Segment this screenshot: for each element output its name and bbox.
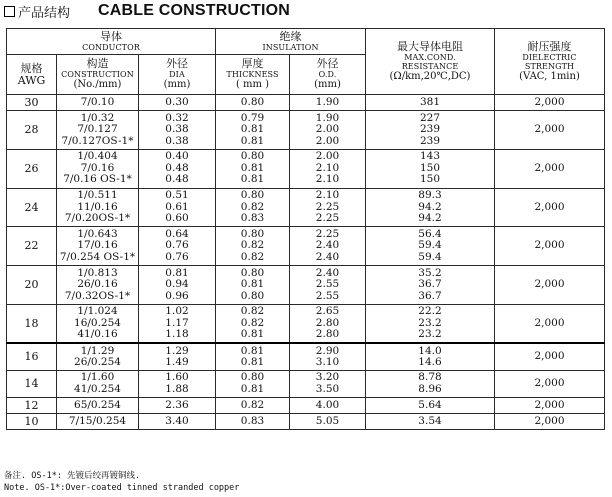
- thickness-cell: [216, 227, 290, 266]
- resistance-value: 14.6: [418, 356, 442, 369]
- thickness-value: 0.81: [240, 356, 265, 369]
- thickness-value: 0.80: [240, 227, 265, 240]
- thickness-cell: [216, 304, 290, 343]
- od-cell: [290, 343, 366, 370]
- resistance-value: 89.3: [418, 189, 442, 202]
- insulation-header: 绝缘 INSULATION: [216, 29, 366, 55]
- dia-value: 1.02: [165, 305, 189, 318]
- table-row: [7, 398, 605, 414]
- resistance-value: 94.2: [418, 200, 442, 213]
- construction-value: 41/0.16: [77, 328, 118, 341]
- dia-value: 3.40: [165, 414, 189, 427]
- dia-cell: [139, 95, 216, 111]
- thickness-value: 0.82: [240, 305, 265, 318]
- resistance-value: 381: [419, 95, 441, 108]
- table-row: [7, 370, 605, 397]
- thickness-value: 0.80: [240, 371, 265, 384]
- construction-value: 7/15/0.254: [68, 414, 127, 427]
- resistance-value: 14.0: [418, 344, 442, 357]
- thickness-value: 0.81: [240, 134, 265, 147]
- od-cell: [290, 398, 366, 414]
- od-value: 2.00: [315, 150, 340, 163]
- resistance-value: 239: [419, 123, 441, 136]
- od-cell: [290, 111, 366, 150]
- construction-cell: [57, 370, 139, 397]
- strength-cell: 2,000: [495, 149, 605, 188]
- awg-cell: 12: [7, 398, 57, 414]
- thickness-value: 0.81: [240, 383, 265, 396]
- strength-cell: 2,000: [495, 304, 605, 343]
- resistance-value: 36.7: [418, 278, 442, 291]
- dia-cell: [139, 343, 216, 370]
- dia-cell: [139, 111, 216, 150]
- od-value: 2.00: [315, 123, 340, 136]
- table-row: [7, 414, 605, 430]
- od-cell: [290, 227, 366, 266]
- dia-value: 0.96: [165, 289, 189, 302]
- dia-value: 2.36: [165, 398, 189, 411]
- awg-cell: 22: [7, 227, 57, 266]
- thickness-value: 0.83: [240, 414, 265, 427]
- od-value: 3.50: [315, 383, 340, 396]
- construction-cell: [57, 95, 139, 111]
- conductor-header: 导体 CONDUCTOR: [7, 29, 216, 55]
- resistance-value: 143: [419, 150, 441, 163]
- thickness-cell: [216, 370, 290, 397]
- thickness-value: 0.81: [240, 278, 265, 291]
- construction-value: 7/0.254 OS-1*: [59, 251, 136, 264]
- resistance-value: 35.2: [418, 266, 442, 279]
- od-value: 3.20: [315, 371, 340, 384]
- od-value: 2.40: [315, 251, 340, 264]
- awg-cell: 14: [7, 370, 57, 397]
- thickness-value: 0.79: [240, 111, 265, 124]
- od-value: 2.90: [315, 344, 340, 357]
- construction-cell: [57, 266, 139, 305]
- construction-value: 1/1.024: [77, 305, 118, 318]
- resistance-value: 3.54: [418, 414, 442, 427]
- dia-value: 0.81: [165, 266, 189, 279]
- dia-cell: [139, 414, 216, 430]
- od-value: 2.80: [315, 316, 340, 329]
- resistance-cell: [366, 343, 495, 370]
- resistance-value: 59.4: [418, 251, 442, 264]
- dia-cell: [139, 398, 216, 414]
- construction-value: 7/0.127: [77, 123, 118, 136]
- od-value: 2.00: [315, 134, 340, 147]
- dia-value: 1.17: [165, 316, 189, 329]
- thickness-value: 0.80: [240, 189, 265, 202]
- construction-value: 1/0.643: [77, 227, 118, 240]
- section-heading: [4, 0, 290, 22]
- awg-cell: 24: [7, 188, 57, 227]
- construction-cell: [57, 188, 139, 227]
- dia-value: 1.88: [165, 383, 189, 396]
- table-row: [7, 343, 605, 370]
- strength-cell: 2,000: [495, 343, 605, 370]
- od-value: 4.00: [315, 398, 340, 411]
- strength-header: 耐压强度 DIELECTRIC STRENGTH (VAC, 1min): [495, 29, 605, 95]
- thickness-cell: [216, 111, 290, 150]
- heading-cn: 产品结构: [18, 5, 71, 21]
- thickness-cell: [216, 343, 290, 370]
- strength-cell: 2,000: [495, 398, 605, 414]
- resistance-value: 239: [419, 134, 441, 147]
- resistance-value: 150: [419, 173, 441, 186]
- awg-cell: 28: [7, 111, 57, 150]
- resistance-cell: [366, 414, 495, 430]
- construction-header: 构造 CONSTRUCTION (No./mm): [57, 55, 139, 95]
- construction-value: 17/0.16: [77, 239, 118, 252]
- resistance-value: 150: [419, 161, 441, 174]
- construction-cell: [57, 111, 139, 150]
- dia-header: 外径 DIA (mm): [139, 55, 216, 95]
- resistance-value: 227: [419, 111, 441, 124]
- construction-value: 16/0.254: [74, 316, 121, 329]
- od-header: 外径 O.D. (mm): [290, 55, 366, 95]
- dia-cell: [139, 188, 216, 227]
- thickness-header: 厚度 THICKNESS ( mm ): [216, 55, 290, 95]
- dia-value: 0.61: [165, 200, 189, 213]
- thickness-value: 0.80: [240, 289, 265, 302]
- resistance-cell: [366, 149, 495, 188]
- strength-cell: 2,000: [495, 111, 605, 150]
- construction-value: 26/0.16: [77, 278, 118, 291]
- square-bullet-icon: [4, 6, 15, 17]
- construction-value: 1/0.511: [77, 189, 118, 202]
- construction-value: 7/0.10: [80, 95, 115, 108]
- dia-value: 1.29: [165, 344, 189, 357]
- od-cell: [290, 304, 366, 343]
- construction-value: 1/0.32: [80, 111, 115, 124]
- construction-value: 65/0.254: [74, 398, 121, 411]
- dia-value: 0.76: [165, 239, 189, 252]
- resistance-value: 23.2: [418, 328, 442, 341]
- dia-value: 0.38: [165, 123, 189, 136]
- construction-value: 11/0.16: [77, 200, 118, 213]
- od-value: 2.55: [315, 278, 340, 291]
- dia-value: 0.30: [165, 95, 189, 108]
- construction-cell: [57, 227, 139, 266]
- od-value: 1.90: [315, 95, 340, 108]
- od-value: 2.80: [315, 328, 340, 341]
- od-value: 2.65: [315, 305, 340, 318]
- resistance-value: 56.4: [418, 227, 442, 240]
- dia-cell: [139, 227, 216, 266]
- od-cell: [290, 149, 366, 188]
- od-value: 2.55: [315, 289, 340, 302]
- resistance-cell: [366, 398, 495, 414]
- resistance-cell: [366, 266, 495, 305]
- dia-value: 1.60: [165, 371, 189, 384]
- dia-value: 0.60: [165, 212, 189, 225]
- od-value: 2.25: [315, 227, 340, 240]
- dia-cell: [139, 149, 216, 188]
- awg-cell: 18: [7, 304, 57, 343]
- construction-value: 7/0.16: [80, 161, 115, 174]
- thickness-cell: [216, 414, 290, 430]
- dia-cell: [139, 370, 216, 397]
- cable-construction-table: [6, 28, 605, 430]
- thickness-cell: [216, 188, 290, 227]
- construction-cell: [57, 343, 139, 370]
- dia-value: 0.38: [165, 134, 189, 147]
- awg-cell: 16: [7, 343, 57, 370]
- construction-value: 26/0.254: [74, 356, 121, 369]
- thickness-cell: [216, 95, 290, 111]
- awg-cell: 20: [7, 266, 57, 305]
- od-value: 2.10: [315, 161, 340, 174]
- resistance-cell: [366, 304, 495, 343]
- table-row: [7, 149, 605, 188]
- thickness-cell: [216, 149, 290, 188]
- strength-cell: 2,000: [495, 370, 605, 397]
- od-cell: [290, 414, 366, 430]
- od-value: 2.40: [315, 266, 340, 279]
- table-body: [7, 95, 605, 430]
- construction-cell: [57, 149, 139, 188]
- construction-value: 7/0.127OS-1*: [61, 134, 134, 147]
- od-cell: [290, 266, 366, 305]
- resistance-cell: [366, 227, 495, 266]
- thickness-value: 0.82: [240, 398, 265, 411]
- od-value: 2.10: [315, 189, 340, 202]
- strength-cell: 2,000: [495, 188, 605, 227]
- resistance-cell: [366, 111, 495, 150]
- resistance-value: 8.96: [418, 383, 442, 396]
- strength-cell: 2,000: [495, 414, 605, 430]
- thickness-value: 0.81: [240, 161, 265, 174]
- od-value: 2.25: [315, 212, 340, 225]
- od-value: 2.10: [315, 173, 340, 186]
- resistance-header: 最大导体电阻 MAX.COND. RESISTANCE (Ω/km,20℃,DC): [366, 29, 495, 95]
- dia-value: 0.48: [165, 173, 189, 186]
- construction-value: 41/0.254: [74, 383, 121, 396]
- thickness-value: 0.83: [240, 212, 265, 225]
- table-row: [7, 227, 605, 266]
- resistance-value: 59.4: [418, 239, 442, 252]
- construction-cell: [57, 398, 139, 414]
- thickness-value: 0.81: [240, 328, 265, 341]
- dia-value: 0.40: [165, 150, 189, 163]
- construction-value: 1/1.29: [80, 344, 115, 357]
- construction-value: 7/0.32OS-1*: [64, 289, 131, 302]
- thickness-value: 0.80: [240, 266, 265, 279]
- strength-cell: 2,000: [495, 266, 605, 305]
- resistance-value: 8.78: [418, 371, 442, 384]
- resistance-value: 22.2: [418, 305, 442, 318]
- od-cell: [290, 95, 366, 111]
- resistance-value: 36.7: [418, 289, 442, 302]
- thickness-value: 0.80: [240, 95, 265, 108]
- od-value: 2.40: [315, 239, 340, 252]
- construction-cell: [57, 414, 139, 430]
- construction-value: 7/0.16 OS-1*: [63, 173, 132, 186]
- table-row: [7, 266, 605, 305]
- heading-en: CABLE CONSTRUCTION: [98, 2, 291, 19]
- thickness-value: 0.80: [240, 150, 265, 163]
- construction-value: 1/0.813: [77, 266, 118, 279]
- strength-cell: 2,000: [495, 95, 605, 111]
- resistance-value: 23.2: [418, 316, 442, 329]
- table-row: [7, 95, 605, 111]
- awg-cell: 30: [7, 95, 57, 111]
- od-cell: [290, 188, 366, 227]
- awg-header: 规格 AWG: [7, 55, 57, 95]
- awg-cell: 10: [7, 414, 57, 430]
- construction-value: 1/1.60: [80, 371, 115, 384]
- construction-cell: [57, 304, 139, 343]
- table-row: [7, 304, 605, 343]
- resistance-value: 5.64: [418, 398, 442, 411]
- dia-cell: [139, 304, 216, 343]
- construction-value: 1/0.404: [77, 150, 118, 163]
- thickness-value: 0.82: [240, 316, 265, 329]
- thickness-cell: [216, 266, 290, 305]
- construction-value: 7/0.20OS-1*: [64, 212, 131, 225]
- resistance-value: 94.2: [418, 212, 442, 225]
- strength-cell: 2,000: [495, 227, 605, 266]
- table-row: [7, 111, 605, 150]
- thickness-value: 0.82: [240, 251, 265, 264]
- dia-value: 0.76: [165, 251, 189, 264]
- dia-cell: [139, 266, 216, 305]
- notes: [4, 470, 239, 494]
- od-value: 5.05: [315, 414, 340, 427]
- note-en: Note. OS-1*:Over-coated tinned stranded copper: [4, 483, 240, 493]
- dia-value: 0.64: [165, 227, 189, 240]
- thickness-value: 0.81: [240, 123, 265, 136]
- dia-value: 0.94: [165, 278, 189, 291]
- od-value: 2.25: [315, 200, 340, 213]
- thickness-value: 0.81: [240, 173, 265, 186]
- resistance-cell: [366, 95, 495, 111]
- note-cn: 备注. OS-1*: 先镀后绞再镀铜线.: [4, 471, 141, 481]
- resistance-cell: [366, 188, 495, 227]
- thickness-value: 0.82: [240, 200, 265, 213]
- dia-value: 1.49: [165, 356, 189, 369]
- thickness-value: 0.82: [240, 239, 265, 252]
- od-value: 1.90: [315, 111, 340, 124]
- od-value: 3.10: [315, 356, 340, 369]
- dia-value: 0.51: [165, 189, 189, 202]
- dia-value: 0.32: [165, 111, 189, 124]
- dia-value: 1.18: [165, 328, 189, 341]
- dia-value: 0.48: [165, 161, 189, 174]
- thickness-value: 0.81: [240, 344, 265, 357]
- resistance-cell: [366, 370, 495, 397]
- od-cell: [290, 370, 366, 397]
- thickness-cell: [216, 398, 290, 414]
- awg-cell: 26: [7, 149, 57, 188]
- table-row: [7, 188, 605, 227]
